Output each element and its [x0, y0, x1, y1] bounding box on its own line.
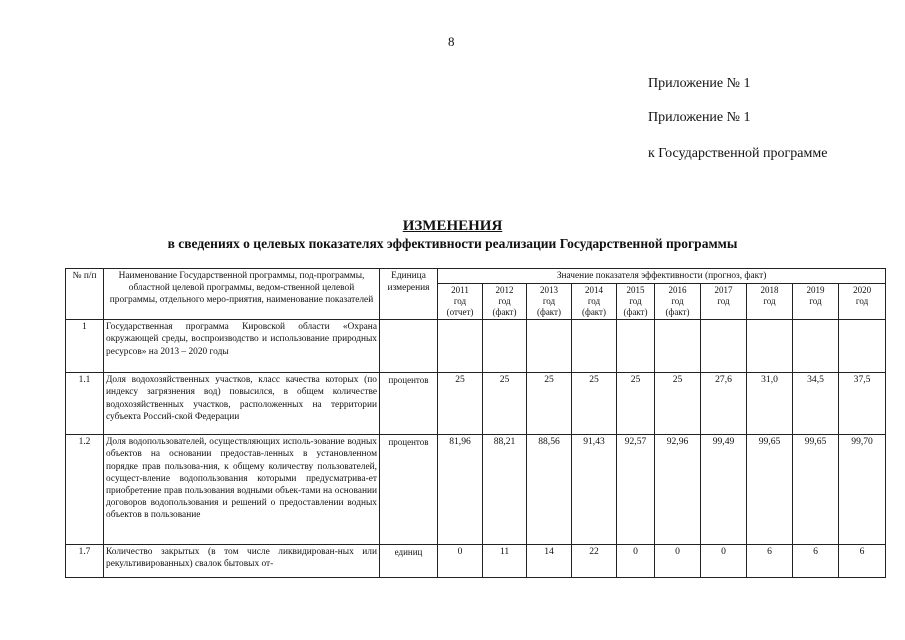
value-2014: 25: [572, 373, 617, 435]
value-2018: 99,65: [747, 435, 793, 545]
value-2017: 27,6: [701, 373, 747, 435]
document-title: ИЗМЕНЕНИЯ: [402, 218, 503, 234]
header-year-2018: [747, 284, 793, 320]
year-word: год: [855, 296, 869, 307]
row-name: Доля водопользователей, осуществляющих исполь-зование водных объектов на основании предостав-ленных в установленном порядке прав пользова-ния, к общему количеству пользователей, осущест-вление водопользования которыми предусматрива-ет приобретение прав пользования водными объек-тами на основании договоров водопользования и решений о предоставлении водных объектов в пользование: [104, 435, 380, 545]
year-word: год: [763, 296, 776, 307]
value-2019: [793, 320, 839, 373]
value-2020: [839, 320, 886, 373]
value-2017: [701, 320, 747, 373]
appendix-line-3: к Государственной программе: [648, 146, 828, 161]
header-year-2013: [527, 284, 572, 320]
year-label: 2014: [585, 285, 603, 296]
value-2016: [655, 320, 701, 373]
document-subtitle: в сведениях о целевых показателях эффективности реализации Государственной программы: [167, 236, 738, 251]
row-unit: процентов: [380, 373, 438, 435]
row-name: Государственная программа Кировской области «Охрана окружающей среды, воспроизводство и использование природных ресурсов» на 2013 – 2020 годы: [104, 320, 380, 373]
header-year-2017: [701, 284, 747, 320]
year-label: 2011: [451, 285, 469, 296]
value-2018: 6: [747, 545, 793, 578]
value-2015: [617, 320, 655, 373]
year-word: год: [671, 296, 684, 307]
value-2012: [483, 320, 527, 373]
value-2013: 88,56: [527, 435, 572, 545]
value-2014: 91,43: [572, 435, 617, 545]
header-year-2020: [839, 284, 886, 320]
value-2016: 25: [655, 373, 701, 435]
year-word: год: [453, 296, 467, 307]
header-unit: Единица измерения: [380, 269, 438, 320]
header-year-2011: [438, 284, 483, 320]
row-unit: процентов: [380, 435, 438, 545]
value-2019: 6: [793, 545, 839, 578]
year-label: 2017: [714, 285, 733, 296]
value-2019: 99,65: [793, 435, 839, 545]
appendix-line-1: Приложение № 1: [648, 76, 751, 91]
row-number: 1.7: [66, 545, 104, 578]
value-2017: 0: [701, 545, 747, 578]
header-year-2014: [572, 284, 617, 320]
year-label: 2019: [806, 285, 825, 296]
header-year-2012: [483, 284, 527, 320]
value-2018: 31,0: [747, 373, 793, 435]
header-row-top: [66, 269, 886, 284]
row-number: 1.2: [66, 435, 104, 545]
year-note: (факт): [623, 307, 648, 318]
table-row: [66, 545, 886, 578]
row-name: Доля водохозяйственных участков, класс качества которых (по индексу загрязнения вод) повысился, в общем количестве водохозяйственных участков, расположенных на территории субъекта Россий-ской Федерации: [104, 373, 380, 435]
value-2018: [747, 320, 793, 373]
year-word: год: [809, 296, 822, 307]
header-year-2015: [617, 284, 655, 320]
year-label: 2016: [668, 285, 687, 296]
row-unit: единиц: [380, 545, 438, 578]
table-row: [66, 435, 886, 545]
header-name: Наименование Государственной программы, под-программы, областной целевой программы, ведом-ственной целевой программы, отдельного меро-приятия, наименование показателей: [104, 269, 380, 320]
year-label: 2015: [626, 285, 645, 296]
row-name: Количество закрытых (в том числе ликвидирован-ных или рекультивированных) свалок бытовых от-: [104, 545, 380, 578]
value-2020: 99,70: [839, 435, 886, 545]
header-year-2016: [655, 284, 701, 320]
year-word: год: [587, 296, 601, 307]
year-word: год: [542, 296, 556, 307]
value-2020: 37,5: [839, 373, 886, 435]
value-2011: 25: [438, 373, 483, 435]
appendix-line-2: Приложение № 1: [648, 110, 751, 125]
page-number: 8: [448, 34, 455, 49]
value-2017: 99,49: [701, 435, 747, 545]
value-2013: 14: [527, 545, 572, 578]
value-2016: 92,96: [655, 435, 701, 545]
year-note: (факт): [665, 307, 690, 318]
header-year-2019: [793, 284, 839, 320]
year-word: год: [629, 296, 642, 307]
value-2013: [527, 320, 572, 373]
value-2015: 25: [617, 373, 655, 435]
table-row: [66, 373, 886, 435]
year-label: 2020: [853, 285, 872, 296]
value-2014: [572, 320, 617, 373]
year-label: 2013: [540, 285, 558, 296]
header-values-group: Значение показателя эффективности (прогноз, факт): [438, 269, 886, 284]
value-2011: [438, 320, 483, 373]
row-number: 1.1: [66, 373, 104, 435]
value-2013: 25: [527, 373, 572, 435]
value-2016: 0: [655, 545, 701, 578]
year-word: год: [498, 296, 511, 307]
year-note: (факт): [492, 307, 517, 318]
value-2015: 0: [617, 545, 655, 578]
value-2012: 25: [483, 373, 527, 435]
row-unit: [380, 320, 438, 373]
table-row: [66, 320, 886, 373]
year-note: (факт): [536, 307, 561, 318]
year-note: (факт): [581, 307, 606, 318]
year-label: 2018: [760, 285, 779, 296]
row-number: 1: [66, 320, 104, 373]
value-2011: 0: [438, 545, 483, 578]
year-word: год: [717, 296, 730, 307]
header-num: № п/п: [66, 269, 104, 320]
value-2015: 92,57: [617, 435, 655, 545]
value-2014: 22: [572, 545, 617, 578]
value-2011: 81,96: [438, 435, 483, 545]
year-note: (отчет): [446, 307, 474, 318]
indicators-table: [65, 268, 886, 578]
value-2019: 34,5: [793, 373, 839, 435]
value-2012: 88,21: [483, 435, 527, 545]
value-2012: 11: [483, 545, 527, 578]
value-2020: 6: [839, 545, 886, 578]
year-label: 2012: [495, 285, 514, 296]
